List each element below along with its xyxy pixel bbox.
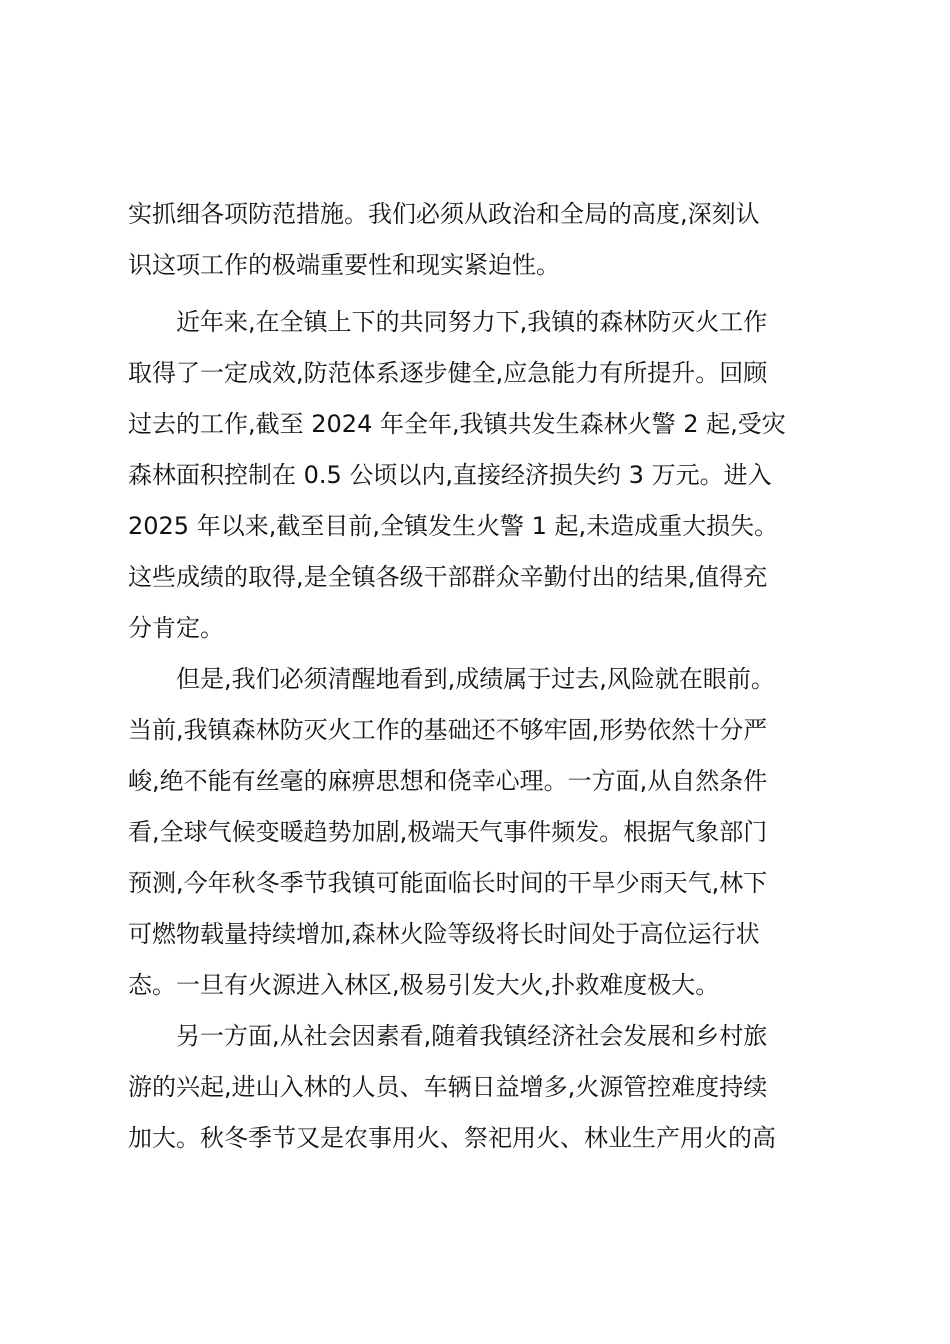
paragraph-line: 可燃物载量持续增加,森林火险等级将长时间处于高位运行状: [128, 920, 760, 948]
paragraph-1: [128, 189, 828, 291]
paragraph-line: 2025 年以来,截至目前,全镇发生火警 1 起,未造成重大损失。: [128, 512, 779, 540]
paragraph-3: [128, 654, 828, 1011]
paragraph-line: 另一方面,从社会因素看,随着我镇经济社会发展和乡村旅: [128, 1022, 768, 1050]
paragraph-line: 峻,绝不能有丝毫的麻痹思想和侥幸心理。一方面,从自然条件: [128, 767, 768, 795]
paragraph-line: 实抓细各项防范措施。我们必须从政治和全局的高度,深刻认: [128, 200, 760, 228]
paragraph-line: 当前,我镇森林防灭火工作的基础还不够牢固,形势依然十分严: [128, 716, 768, 744]
paragraph-line: 分肯定。: [128, 614, 224, 642]
paragraph-line: 预测,今年秋冬季节我镇可能面临长时间的干旱少雨天气,林下: [128, 869, 768, 897]
paragraph-line: 近年来,在全镇上下的共同努力下,我镇的森林防灭火工作: [128, 308, 768, 336]
paragraph-line: 取得了一定成效,防范体系逐步健全,应急能力有所提升。回顾: [128, 359, 768, 387]
paragraph-line: 看,全球气候变暖趋势加剧,极端天气事件频发。根据气象部门: [128, 818, 768, 846]
paragraph-line: 加大。秋冬季节又是农事用火、祭祀用火、林业生产用火的高: [128, 1124, 776, 1152]
paragraph-4: [128, 1011, 828, 1164]
paragraph-line: 但是,我们必须清醒地看到,成绩属于过去,风险就在眼前。: [128, 665, 775, 693]
paragraph-line: 识这项工作的极端重要性和现实紧迫性。: [128, 251, 560, 279]
paragraph-line: 过去的工作,截至 2024 年全年,我镇共发生森林火警 2 起,受灾: [128, 410, 786, 438]
paragraph-line: 这些成绩的取得,是全镇各级干部群众辛勤付出的结果,值得充: [128, 563, 768, 591]
paragraph-line: 森林面积控制在 0.5 公顷以内,直接经济损失约 3 万元。进入: [128, 461, 772, 489]
paragraph-2: [128, 297, 828, 654]
paragraph-line: 态。一旦有火源进入林区,极易引发大火,扑救难度极大。: [128, 971, 720, 999]
paragraph-line: 游的兴起,进山入林的人员、车辆日益增多,火源管控难度持续: [128, 1073, 768, 1101]
